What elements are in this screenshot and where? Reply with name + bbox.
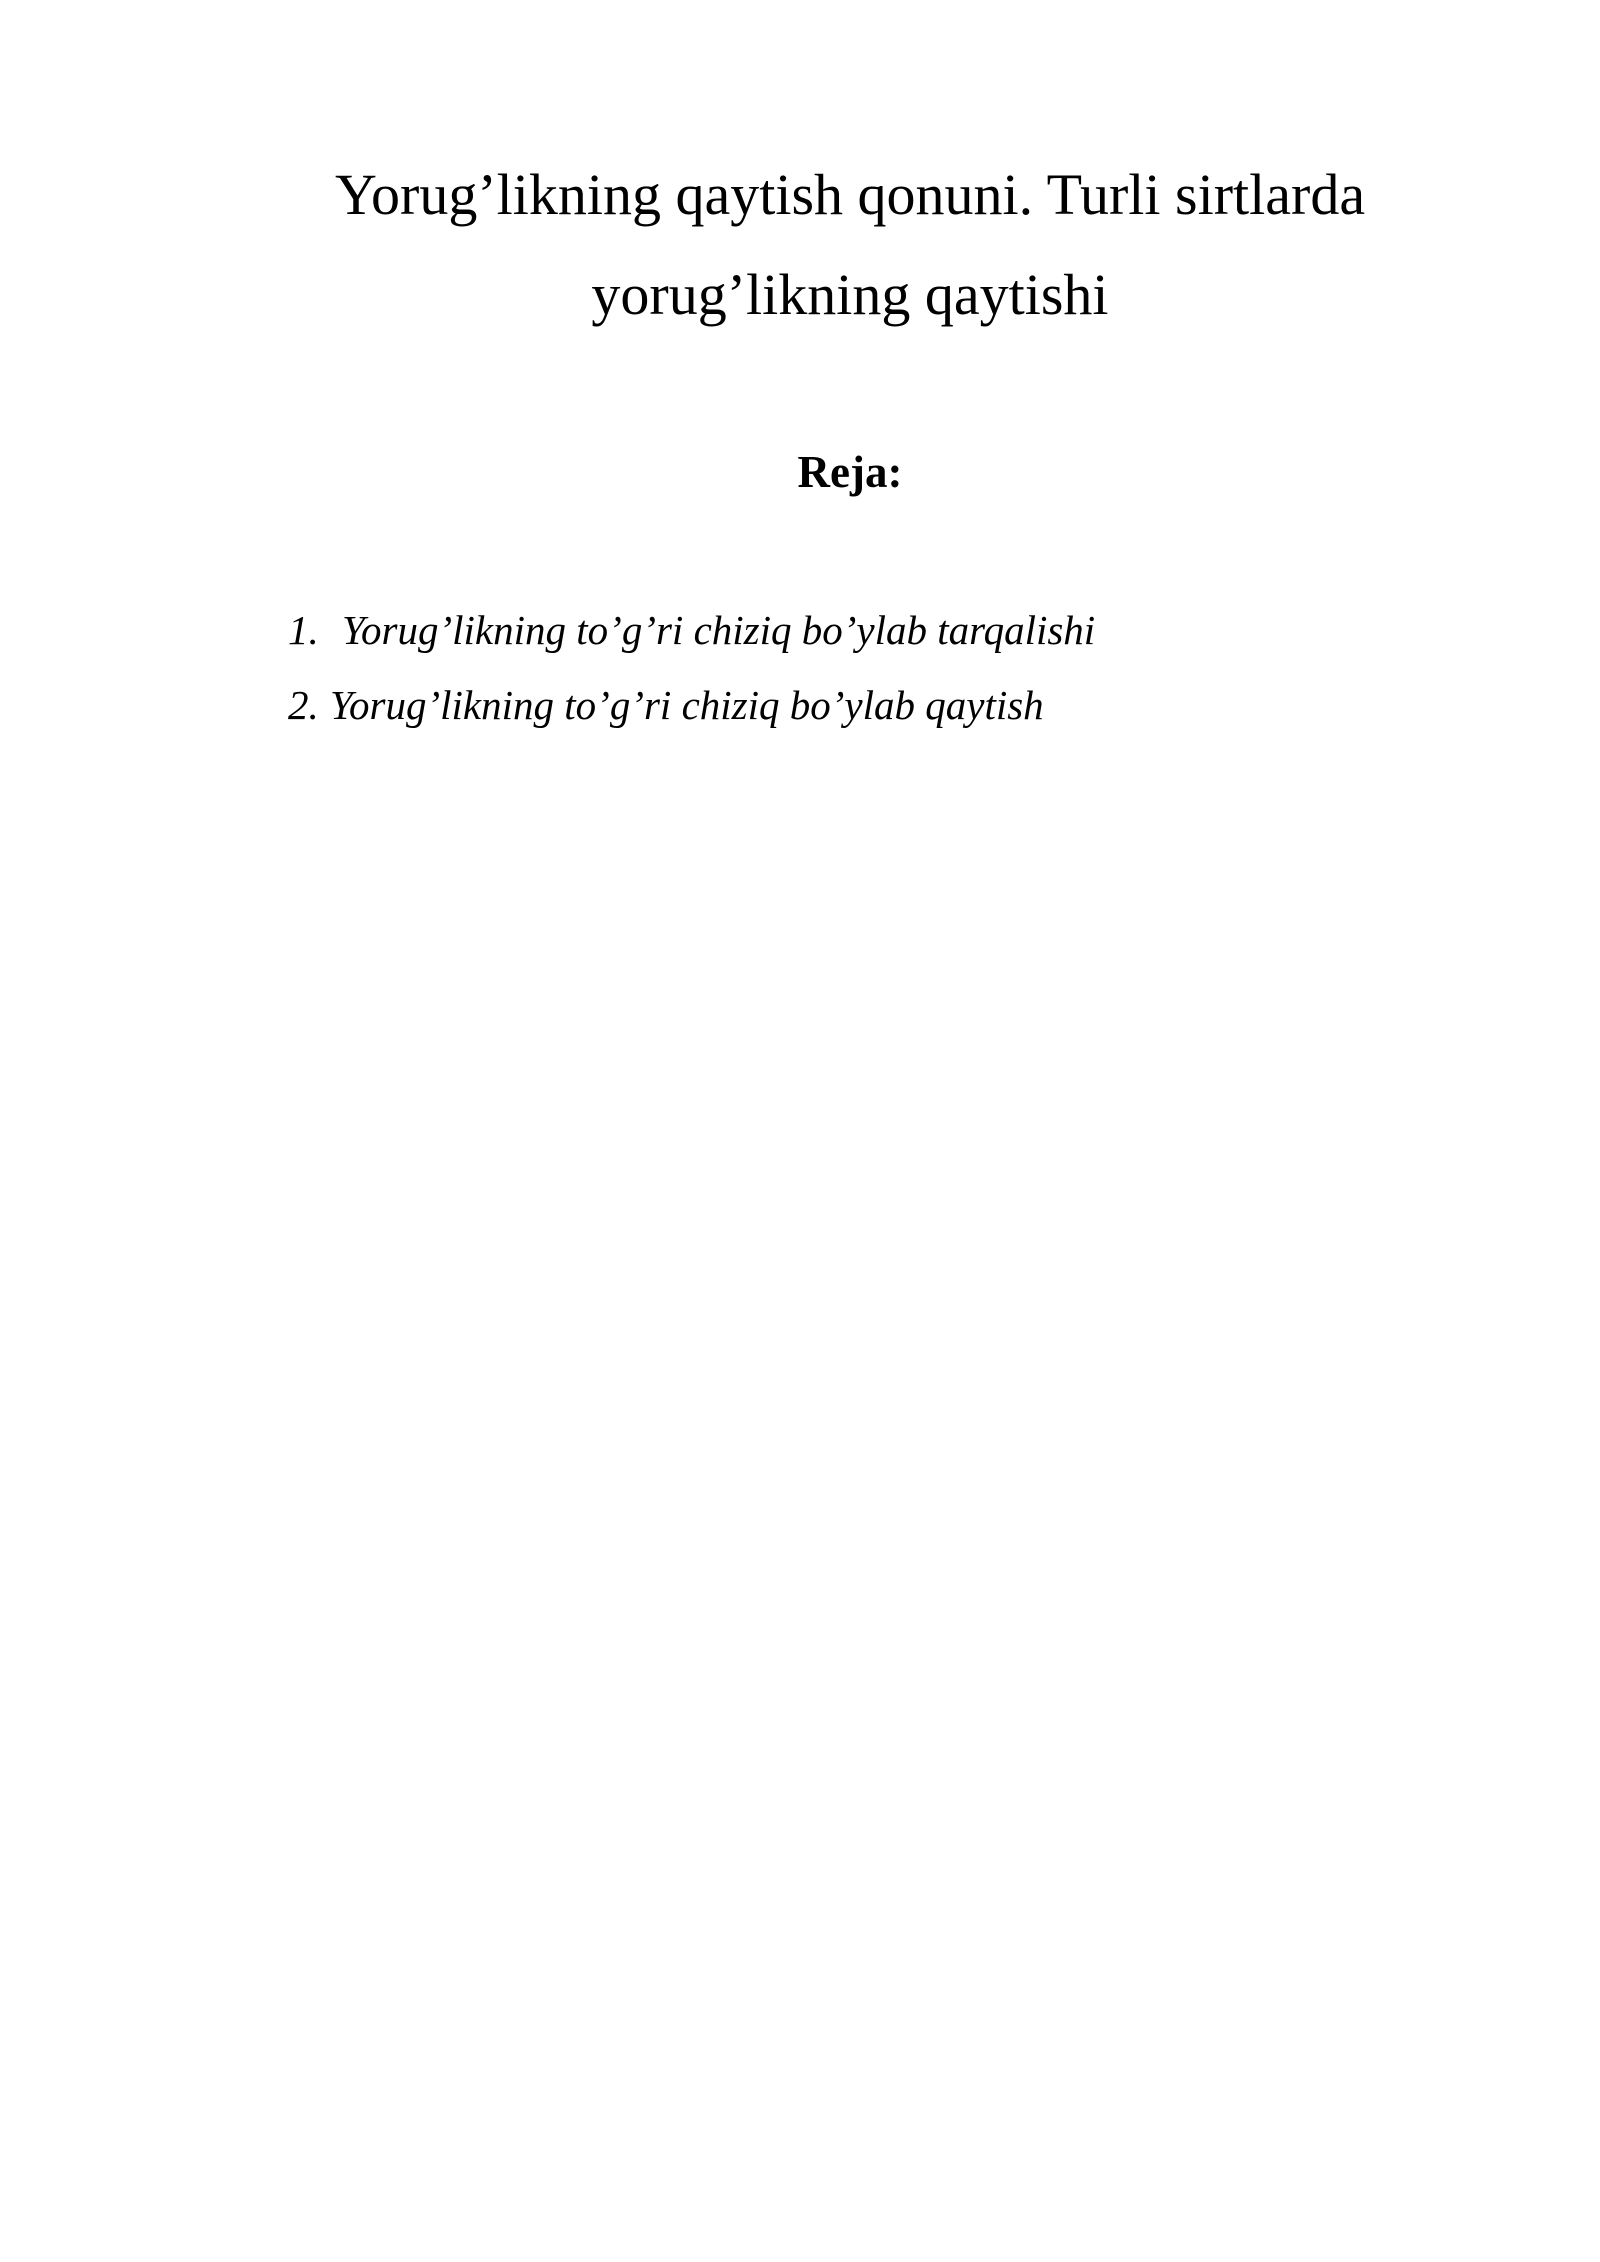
plan-item-text: Yorug’likning to’g’ri chiziq bo’ylab qaytish (330, 682, 1044, 728)
plan-item (288, 680, 1095, 730)
plan-item-number: 1. (288, 607, 319, 653)
plan-heading: Reja: (797, 447, 903, 497)
page-title (200, 145, 1500, 345)
title-line-1: Yorug’likning qaytish qonuni. Turli sirtlarda (334, 162, 1366, 227)
plan-item-number: 2. (288, 682, 319, 728)
plan-item (288, 605, 1095, 655)
plan-list (288, 605, 1095, 755)
title-line-2: yorug’likning qaytishi (591, 262, 1109, 327)
plan-item-text: Yorug’likning to’g’ri chiziq bo’ylab tarqalishi (342, 607, 1096, 653)
